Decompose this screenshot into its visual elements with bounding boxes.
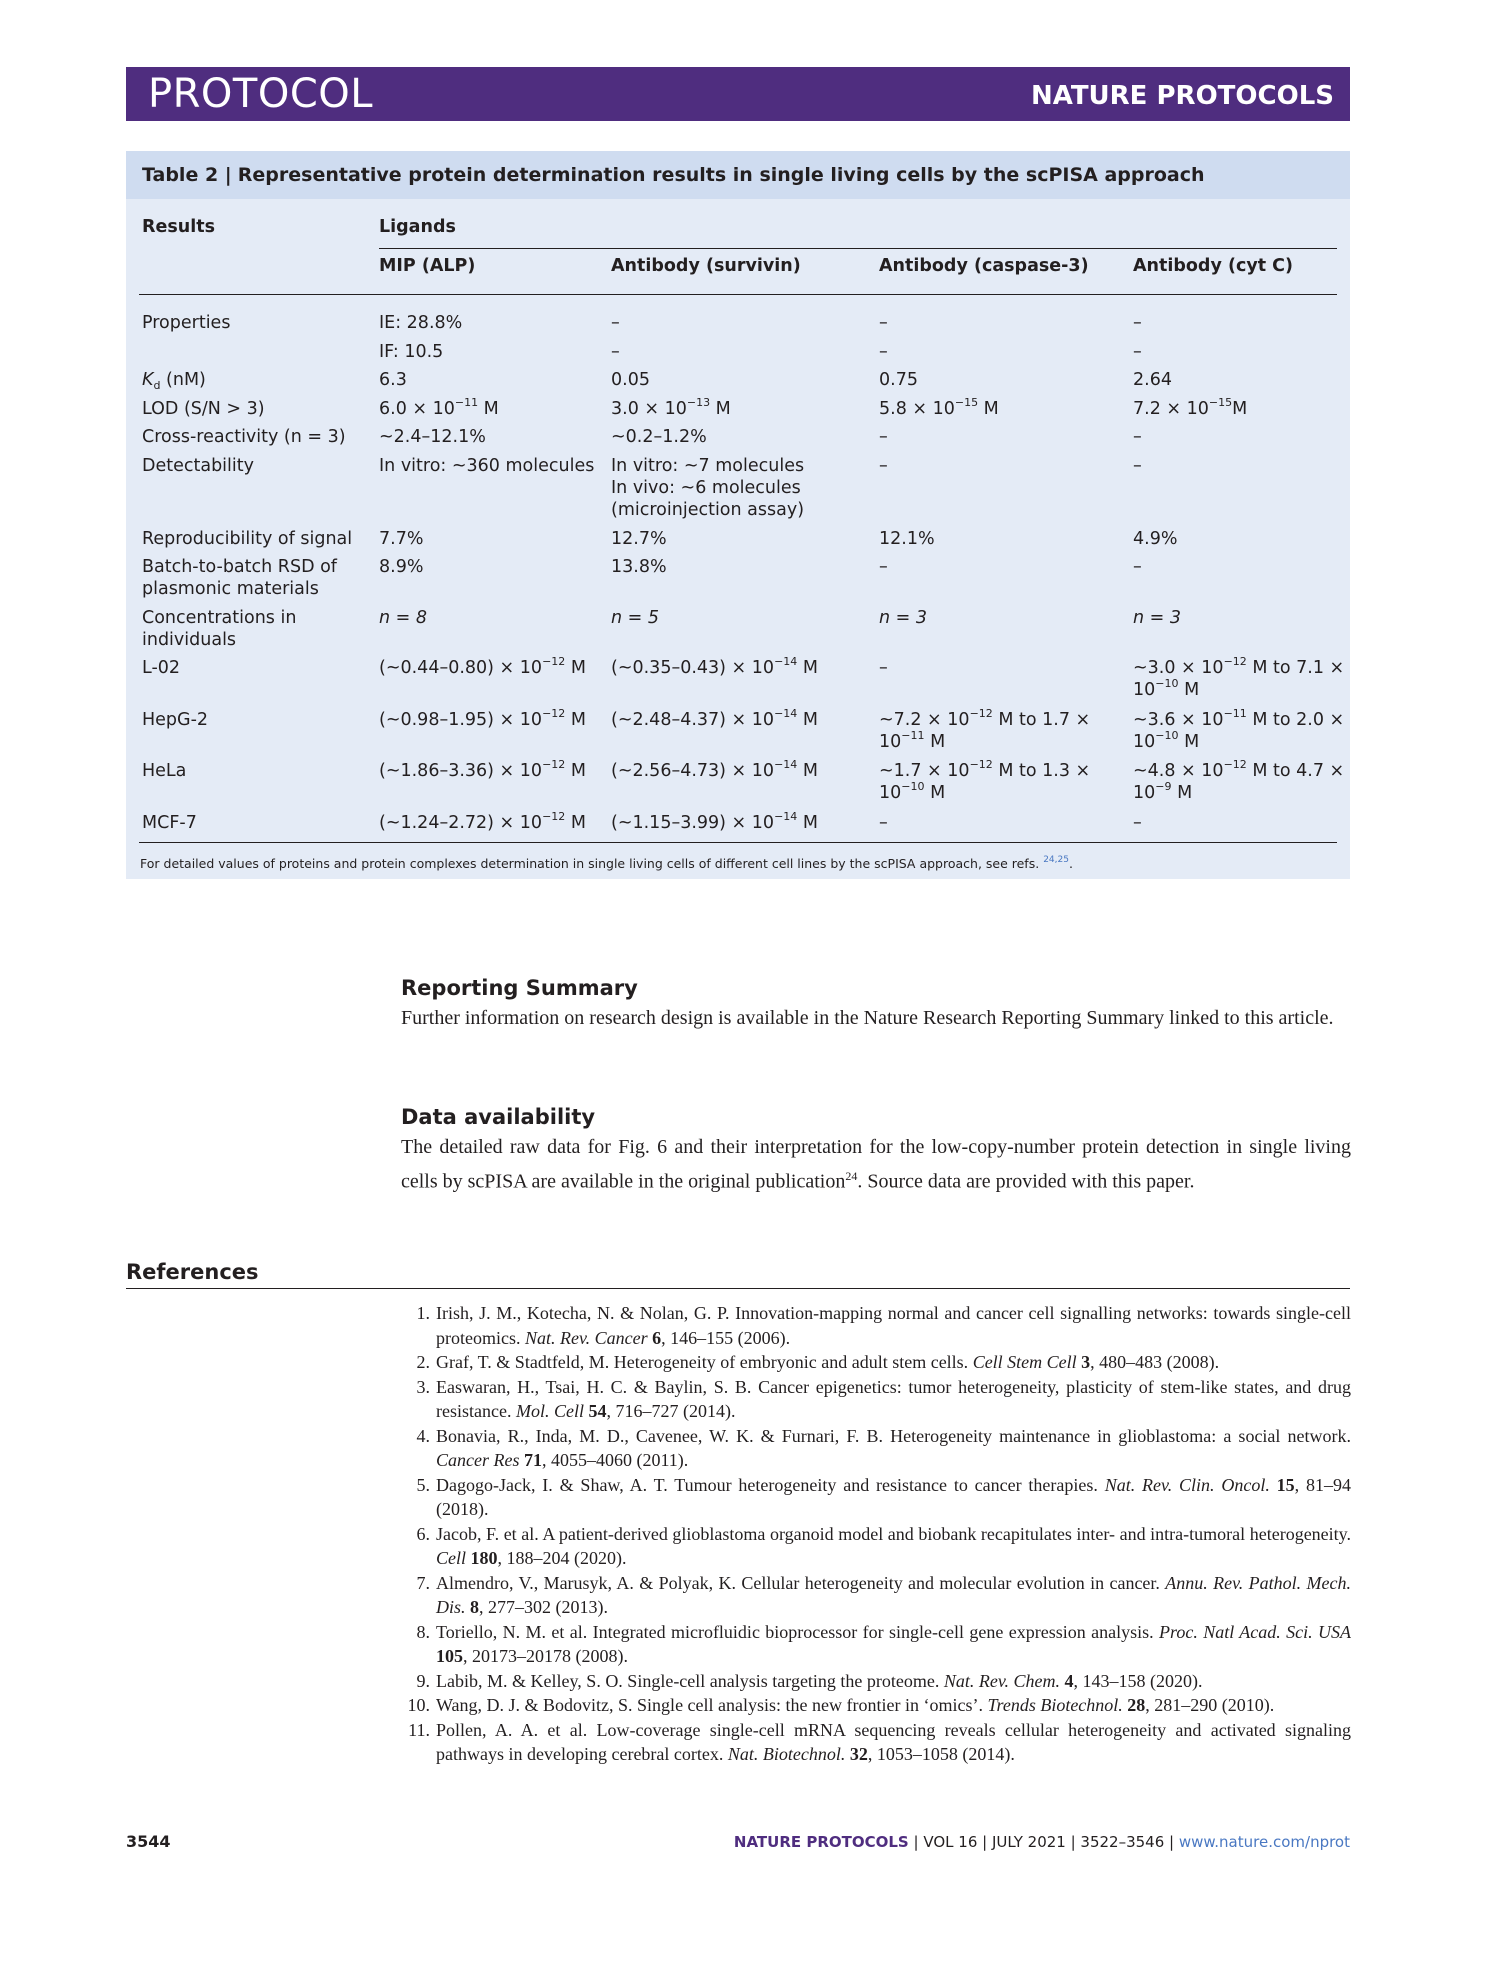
row-label: individuals	[142, 630, 237, 650]
table-cell: –	[879, 658, 888, 678]
table-cell: –	[879, 342, 888, 362]
table-bottom-rule	[139, 842, 1337, 843]
table-cell: IF: 10.5	[379, 342, 444, 362]
table-cell: ~0.2–1.2%	[611, 427, 707, 447]
reporting-summary-text: Further information on research design is available in the Nature Research Reporting Summary linked to this article.	[401, 1007, 1334, 1029]
journal-name: NATURE PROTOCOLS	[1030, 81, 1334, 111]
table-cell: (~0.98–1.95) × $10^{-12}$ M	[379, 707, 586, 730]
table-cell: $10^{-11}$ M	[879, 729, 946, 752]
table-cell: ~4.8 × $10^{-12}$ M to 4.7 ×	[1133, 758, 1345, 781]
reference-item: 1. Irish, J. M., Kotecha, N. & Nolan, G. P. Innovation-mapping normal and cancer cell signalling networks: towards single-cell proteomics. Nat. Rev. Cancer 6, 146–155 (2006).	[401, 1301, 1351, 1350]
table-cell: –	[1133, 557, 1142, 577]
header-banner	[126, 67, 1350, 121]
table-cell: –	[1133, 813, 1142, 833]
row-label: MCF-7	[142, 813, 197, 833]
col-header-cytc: Antibody (cyt C)	[1133, 256, 1294, 276]
col-header-mip: MIP (ALP)	[379, 256, 476, 276]
table-cell: 13.8%	[611, 557, 667, 577]
footer-citation: NATURE PROTOCOLS | VOL 16 | JULY 2021 | 3522–3546 | www.nature.com/nprot	[733, 1833, 1350, 1851]
table-cell: n = 5	[611, 608, 660, 628]
table-cell: In vitro: ~360 molecules	[379, 456, 595, 476]
reference-item: 11. Pollen, A. A. et al. Low-coverage single-cell mRNA sequencing reveals cellular heterogeneity and activated signaling pathways in developing cerebral cortex. Nat. Biotechnol. 32, 1053–1058 (2014).	[401, 1718, 1351, 1767]
table-cell: 12.7%	[611, 529, 667, 549]
table-cell: –	[1133, 456, 1142, 476]
table-cell: $10^{-9}$ M	[1133, 780, 1193, 803]
table-cell: n = 3	[1133, 608, 1182, 628]
table-cell: 2.64	[1133, 370, 1172, 390]
table-cell: –	[1133, 427, 1142, 447]
table-cell: ~7.2 × $10^{-12}$ M to 1.7 ×	[879, 707, 1091, 730]
row-label: LOD (S/N > 3)	[142, 399, 265, 419]
row-label: Detectability	[142, 456, 254, 476]
row-label: HepG-2	[142, 710, 209, 730]
table-cell: –	[879, 313, 888, 333]
reference-number: 9.	[416, 1670, 430, 1691]
table-cell: –	[879, 813, 888, 833]
reference-item: 4. Bonavia, R., Inda, M. D., Cavenee, W. K. & Furnari, F. B. Heterogeneity maintenance in glioblastoma: a social network. Cancer Res 71, 4055–4060 (2011).	[401, 1424, 1351, 1473]
journal-title: Nat. Rev. Chem.	[943, 1670, 1061, 1691]
table-cell: In vitro: ~7 molecules	[611, 456, 805, 476]
table-cell: 0.05	[611, 370, 650, 390]
table-footnote: For detailed values of proteins and protein complexes determination in single living cells of different cell lines by the scPISA approach, see refs. $^{24,25}$.	[140, 855, 1073, 871]
journal-title: Cell	[436, 1548, 466, 1568]
journal-title: Nat. Biotechnol.	[727, 1744, 846, 1764]
header-rule	[139, 294, 1337, 295]
reference-number: 8.	[416, 1621, 430, 1642]
row-label: L-02	[142, 658, 181, 678]
table-caption-text: Representative protein determination results in single living cells by the scPISA approach	[237, 164, 1205, 186]
row-label: Cross-reactivity (n = 3)	[142, 427, 346, 447]
table-cell: –	[879, 557, 888, 577]
table-cell: $6.0 \times 10^{-11}$ M	[379, 396, 499, 419]
reference-number: 3.	[416, 1376, 430, 1397]
table-cell: ~1.7 × $10^{-12}$ M to 1.3 ×	[879, 758, 1091, 781]
data-availability-text: The detailed raw data for Fig. 6 and their interpretation for the low-copy-number protein detection in single living cells by scPISA are available in the original publication$^{24}$. Source data are provided with this paper.	[401, 1136, 1351, 1193]
reference-number: 2.	[416, 1352, 430, 1372]
row-label: Concentrations in	[142, 608, 297, 628]
col-header-results: Results	[142, 217, 215, 237]
table-cell: ~3.6 × $10^{-11}$ M to 2.0 ×	[1133, 707, 1345, 730]
journal-title: Cell Stem Cell	[972, 1352, 1077, 1372]
table-cell: $10^{-10}$ M	[1133, 677, 1200, 700]
table-cell: –	[611, 342, 620, 362]
table-cell: (~2.48–4.37) × $10^{-14}$ M	[611, 707, 818, 730]
ligands-rule	[379, 248, 1337, 249]
row-label: Properties	[142, 313, 231, 333]
reference-item: 3. Easwaran, H., Tsai, H. C. & Baylin, S. B. Cancer epigenetics: tumor heterogeneity, plasticity of stem-like states, and drug resistance. Mol. Cell 54, 716–727 (2014).	[401, 1375, 1351, 1424]
reference-number: 4.	[416, 1425, 430, 1446]
table-cell: $3.0 \times 10^{-13}$ M	[611, 396, 731, 419]
journal-title: Nat. Rev. Clin. Oncol.	[1104, 1474, 1270, 1495]
table-cell: In vivo: ~6 molecules	[611, 478, 801, 498]
table-cell: –	[879, 427, 888, 447]
table-cell: $7.2 \times 10^{-15}M$	[1133, 396, 1248, 419]
table-cell: –	[1133, 342, 1142, 362]
table-cell: (~1.15–3.99) × $10^{-14}$ M	[611, 810, 818, 833]
table-cell: –	[1133, 313, 1142, 333]
reference-number: 11.	[408, 1719, 430, 1740]
table-caption	[142, 164, 1205, 186]
table-2	[126, 151, 1350, 879]
reference-item: 5. Dagogo-Jack, I. & Shaw, A. T. Tumour heterogeneity and resistance to cancer therapies. Nat. Rev. Clin. Oncol. 15, 81–94 (2018).	[401, 1473, 1351, 1522]
table-cell: –	[879, 456, 888, 476]
table-cell: $5.8 \times 10^{-15}$ M	[879, 396, 999, 419]
table-cell: (~2.56–4.73) × $10^{-14}$ M	[611, 758, 818, 781]
row-label: plasmonic materials	[142, 579, 319, 599]
reference-item: 9. Labib, M. & Kelley, S. O. Single-cell analysis targeting the proteome. Nat. Rev. Chem. 4, 143–158 (2020).	[401, 1669, 1351, 1694]
table-cell: IE: 28.8%	[379, 313, 463, 333]
row-label: HeLa	[142, 761, 187, 781]
reporting-summary-heading: Reporting Summary	[401, 976, 638, 1000]
table-cell: 12.1%	[879, 529, 935, 549]
journal-title: Proc. Natl Acad. Sci. USA	[1159, 1621, 1351, 1642]
footnote-ref-link[interactable]: 24,25	[1043, 855, 1069, 865]
col-header-survivin: Antibody (survivin)	[611, 256, 801, 276]
section-label: PROTOCOL	[148, 71, 374, 117]
reference-item: 8. Toriello, N. M. et al. Integrated microfluidic bioprocessor for single-cell gene expression analysis. Proc. Natl Acad. Sci. USA 105, 20173–20178 (2008).	[401, 1620, 1351, 1669]
row-label: Reproducibility of signal	[142, 529, 353, 549]
reference-number: 7.	[416, 1572, 430, 1593]
reference-item: 10. Wang, D. J. & Bodovitz, S. Single cell analysis: the new frontier in ‘omics’. Trends Biotechnol. 28, 281–290 (2010).	[401, 1693, 1351, 1718]
reference-number: 5.	[416, 1474, 430, 1495]
col-header-caspase: Antibody (caspase-3)	[879, 256, 1089, 276]
journal-title: Nat. Rev. Cancer	[524, 1327, 648, 1348]
table-cell: –	[611, 313, 620, 333]
table-cell: 6.3	[379, 370, 407, 390]
journal-title: Trends Biotechnol.	[987, 1695, 1123, 1715]
journal-title: Mol. Cell	[515, 1401, 584, 1421]
references-rule	[126, 1288, 1350, 1289]
references-heading: References	[126, 1260, 259, 1284]
page-number: 3544	[126, 1832, 171, 1851]
table-cell: n = 3	[879, 608, 928, 628]
table-cell: $10^{-10}$ M	[879, 780, 946, 803]
table-cell: (~0.44–0.80) × $10^{-12}$ M	[379, 655, 586, 678]
table-caption-label: Table 2 |	[142, 164, 232, 186]
journal-title: Annu. Rev. Pathol. Mech. Dis.	[436, 1572, 1351, 1617]
reference-list	[401, 1301, 1351, 1767]
reference-item: 2. Graf, T. & Stadtfeld, M. Heterogeneity of embryonic and adult stem cells. Cell Stem Cell 3, 480–483 (2008).	[401, 1350, 1351, 1375]
data-availability-heading: Data availability	[401, 1105, 596, 1129]
table-cell: 4.9%	[1133, 529, 1178, 549]
table-cell: (~1.86–3.36) × $10^{-12}$ M	[379, 758, 586, 781]
table-cell: 8.9%	[379, 557, 424, 577]
col-header-ligands: Ligands	[379, 217, 456, 237]
table-cell: $10^{-10}$ M	[1133, 729, 1200, 752]
table-cell: 0.75	[879, 370, 918, 390]
table-cell: (~0.35–0.43) × $10^{-14}$ M	[611, 655, 818, 678]
journal-url-link[interactable]: www.nature.com/nprot	[1178, 1833, 1350, 1851]
reference-item: 7. Almendro, V., Marusyk, A. & Polyak, K. Cellular heterogeneity and molecular evolution in cancer. Annu. Rev. Pathol. Mech. Dis. 8, 277–302 (2013).	[401, 1571, 1351, 1620]
reference-number: 1.	[416, 1303, 430, 1323]
journal-title: Cancer Res	[436, 1450, 520, 1470]
reference-number: 10.	[407, 1695, 430, 1715]
table-cell: 7.7%	[379, 529, 424, 549]
table-cell: (~1.24–2.72) × $10^{-12}$ M	[379, 810, 586, 833]
row-label: Batch-to-batch RSD of	[142, 557, 337, 577]
reference-number: 6.	[416, 1523, 430, 1544]
table-cell: ~3.0 × $10^{-12}$ M to 7.1 ×	[1133, 655, 1345, 678]
table-cell: ~2.4–12.1%	[379, 427, 486, 447]
row-label: $K_d$ (nM)	[142, 370, 206, 392]
reference-item: 6. Jacob, F. et al. A patient-derived glioblastoma organoid model and biobank recapitulates inter- and intra-tumoral heterogeneity. Cell 180, 188–204 (2020).	[401, 1522, 1351, 1571]
table-cell: n = 8	[379, 608, 428, 628]
table-cell: (microinjection assay)	[611, 500, 805, 520]
